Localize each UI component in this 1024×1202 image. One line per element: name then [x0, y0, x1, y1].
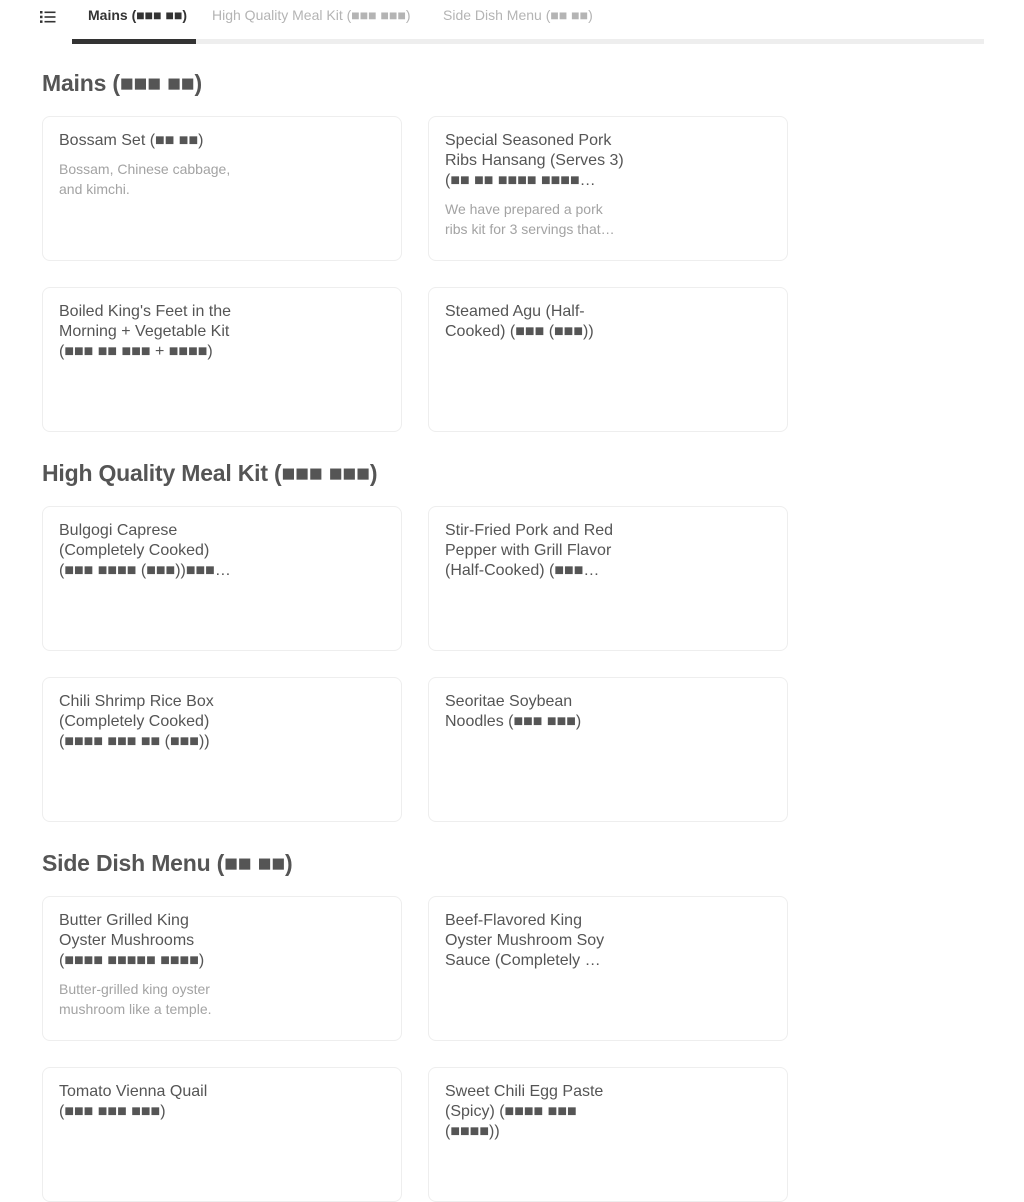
tab-bar-underline: [72, 39, 984, 44]
menu-item-card[interactable]: [42, 287, 402, 432]
list-icon[interactable]: [40, 10, 56, 24]
menu-item-description: We have prepared a pork ribs kit for 3 servings that…: [445, 201, 615, 237]
menu-item-card[interactable]: [428, 287, 788, 432]
menu-item-name: Chili Shrimp Rice Box (Completely Cooked) (■■■■ ■■■ ■■ (■■■)): [59, 693, 214, 750]
menu-item-name: Tomato Vienna Quail (■■■ ■■■ ■■■): [59, 1083, 208, 1120]
category-tab-bar: [0, 0, 984, 44]
menu-item-name: Bossam Set (■■ ■■): [59, 132, 204, 149]
menu-item-card[interactable]: [42, 116, 402, 261]
tab-high-quality-meal-kit[interactable]: High Quality Meal Kit (■■■ ■■■): [212, 7, 411, 23]
section-title-high-quality-meal-kit: High Quality Meal Kit (■■■ ■■■): [42, 460, 378, 486]
menu-item-name: Boiled King's Feet in the Morning + Vegetable Kit (■■■ ■■ ■■■ + ■■■■): [59, 303, 232, 360]
menu-item-card[interactable]: [42, 677, 402, 822]
section-title-side-dish-menu: Side Dish Menu (■■ ■■): [42, 850, 293, 876]
menu-item-name: Bulgogi Caprese (Completely Cooked) (■■■ ■■■■ (■■■))■■■: [59, 522, 215, 579]
menu-item-description: Butter-grilled king oyster mushroom like a temple.: [59, 981, 212, 1017]
tab-side-dish-menu[interactable]: Side Dish Menu (■■ ■■): [443, 7, 593, 23]
menu-item-name: Butter Grilled King Oyster Mushrooms (■■■■ ■■■■■ ■■■■): [59, 912, 205, 969]
menu-item-name: Sweet Chili Egg Paste (Spicy) (■■■■ ■■■ (■■■■)): [445, 1083, 604, 1140]
menu-item-name: Steamed Agu (Half-Cooked) (■■■ (■■■)): [445, 303, 594, 340]
menu-item-description: Bossam, Chinese cabbage, and kimchi.: [59, 161, 231, 197]
tab-mains[interactable]: Mains (■■■ ■■): [72, 0, 196, 39]
menu-item-card[interactable]: [428, 116, 788, 261]
menu-item-card[interactable]: [428, 506, 788, 651]
menu-item-card[interactable]: [428, 1067, 788, 1202]
menu-item-name: Seoritae Soybean Noodles (■■■ ■■■): [445, 693, 582, 730]
menu-item-card[interactable]: [428, 677, 788, 822]
menu-item-card[interactable]: [428, 896, 788, 1041]
section-title-mains: Mains (■■■ ■■): [42, 70, 202, 96]
menu-item-card[interactable]: [42, 506, 402, 651]
menu-item-card[interactable]: [42, 1067, 402, 1202]
menu-item-name: Beef-Flavored King Oyster Mushroom Soy Sauce (Completely …: [445, 912, 605, 969]
menu-item-name: Stir-Fried Pork and Red Pepper with Grill Flavor (Half-Cooked) (■■■: [445, 522, 614, 579]
menu-item-card[interactable]: [42, 896, 402, 1041]
menu-item-name: Special Seasoned Pork Ribs Hansang (Serves 3) (■■ ■■ ■■■■ ■■■■: [445, 132, 624, 189]
